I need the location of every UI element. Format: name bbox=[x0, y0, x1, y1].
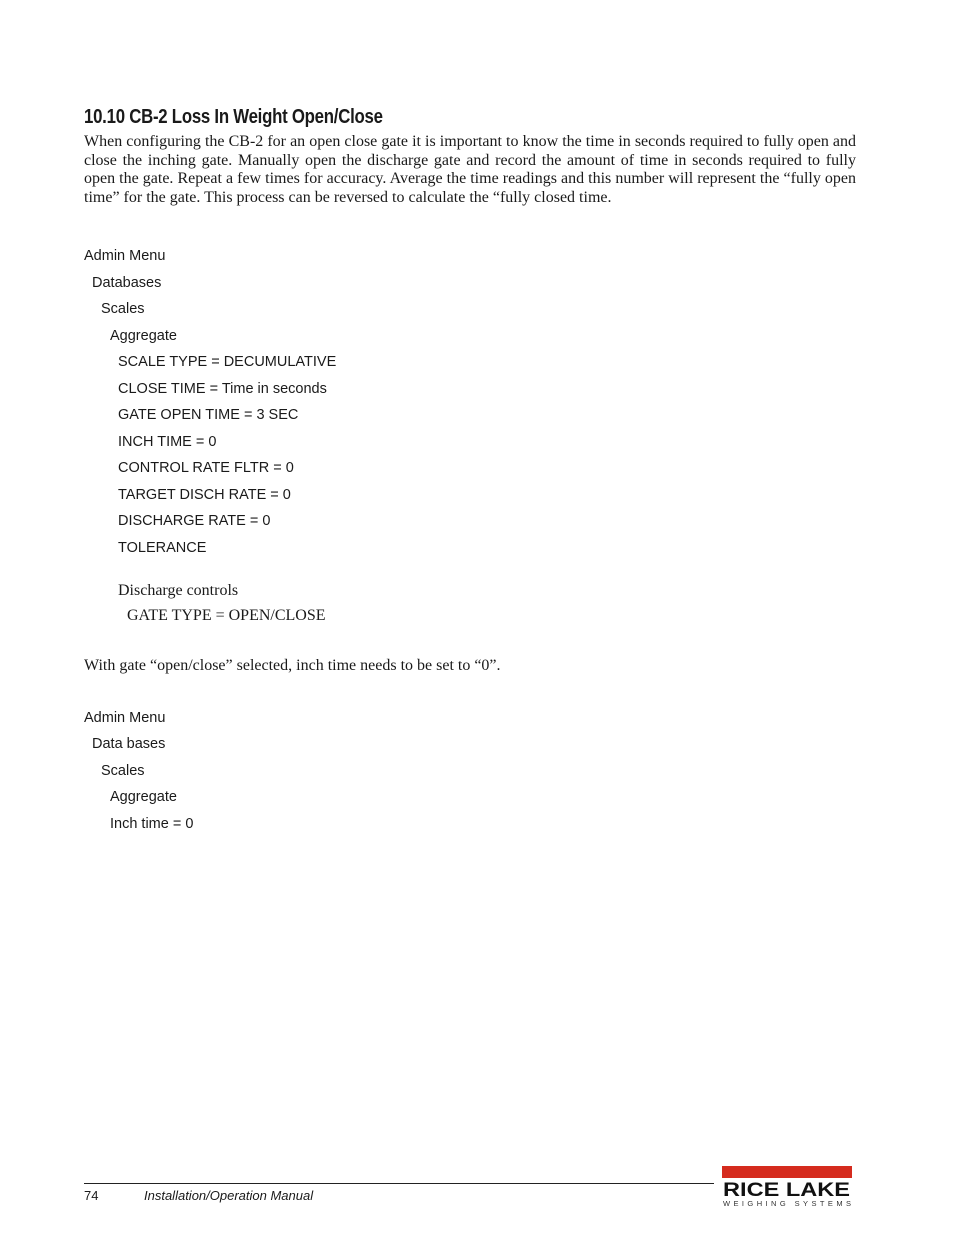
menu1-admin-menu: Admin Menu bbox=[84, 248, 166, 264]
menu2-admin-menu: Admin Menu bbox=[84, 710, 166, 726]
footer-rule bbox=[84, 1183, 714, 1184]
discharge-controls: Discharge controls bbox=[118, 582, 239, 599]
menu2-aggregate: Aggregate bbox=[110, 789, 177, 805]
setting-close-time: CLOSE TIME = Time in seconds bbox=[118, 381, 327, 397]
logo-text: RICE LAKE bbox=[723, 1180, 850, 1201]
inch-time-note: With gate “open/close” selected, inch time needs to be set to “0”. bbox=[84, 657, 501, 674]
menu1-aggregate: Aggregate bbox=[110, 328, 177, 344]
intro-paragraph: When configuring the CB-2 for an open close gate it is important to know the time in seconds required to fully open and close the inching gate. Manually open the discharge gate and record the amount of time in seconds required to fully open the gate. Repeat a few times for accuracy. Average the time readings and this number will represent the “fully open time” for the gate. This process can be reversed to calculate the “fully closed time. bbox=[84, 133, 856, 207]
menu1-scales: Scales bbox=[101, 301, 145, 317]
menu2-databases: Data bases bbox=[92, 736, 166, 752]
section-heading: 10.10 CB-2 Loss In Weight Open/Close bbox=[84, 106, 383, 128]
gate-type: GATE TYPE = OPEN/CLOSE bbox=[127, 607, 326, 624]
setting-tolerance: TOLERANCE bbox=[118, 540, 207, 556]
setting-gate-open-time: GATE OPEN TIME = 3 SEC bbox=[118, 407, 299, 423]
menu2-inch-time: Inch time = 0 bbox=[110, 816, 194, 832]
setting-discharge-rate: DISCHARGE RATE = 0 bbox=[118, 513, 271, 529]
manual-title: Installation/Operation Manual bbox=[144, 1188, 314, 1203]
page-number: 74 bbox=[84, 1188, 99, 1203]
setting-scale-type: SCALE TYPE = DECUMULATIVE bbox=[118, 354, 337, 370]
setting-control-rate-fltr: CONTROL RATE FLTR = 0 bbox=[118, 460, 294, 476]
logo-subtext: WEIGHING SYSTEMS bbox=[723, 1199, 851, 1208]
menu1-databases: Databases bbox=[92, 275, 162, 291]
logo-red-bar bbox=[722, 1166, 852, 1178]
setting-target-disch-rate: TARGET DISCH RATE = 0 bbox=[118, 487, 291, 503]
rice-lake-logo bbox=[722, 1166, 854, 1208]
setting-inch-time: INCH TIME = 0 bbox=[118, 434, 217, 450]
menu2-scales: Scales bbox=[101, 763, 145, 779]
